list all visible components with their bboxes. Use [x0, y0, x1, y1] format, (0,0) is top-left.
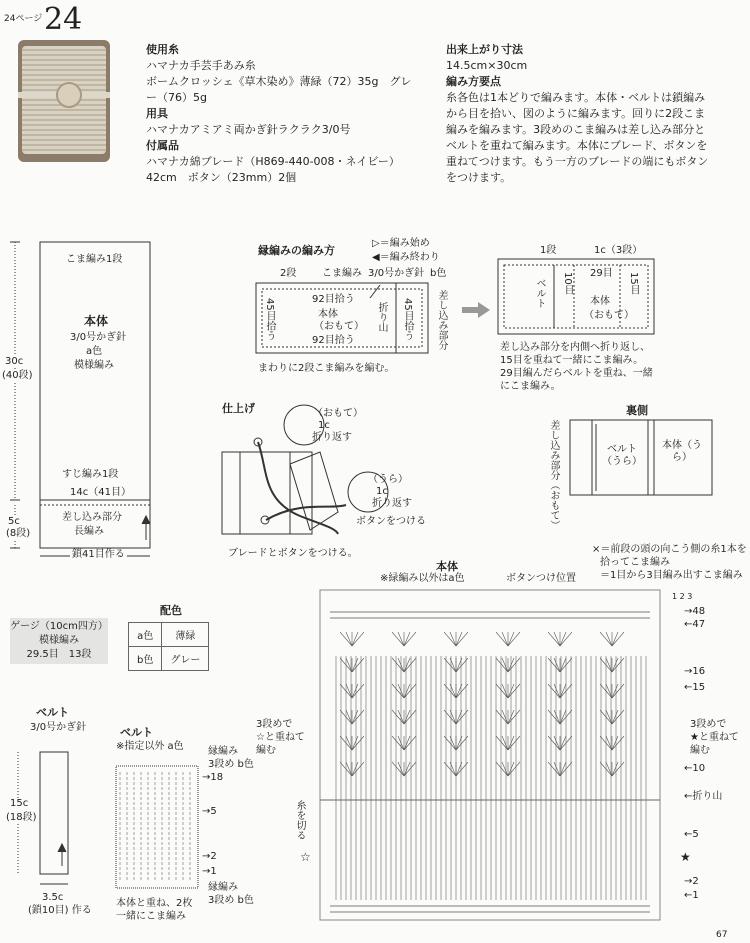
fan-stitch — [612, 658, 618, 672]
edge-fold: 折り山 — [376, 302, 387, 332]
belt-title: ベルト — [36, 706, 69, 719]
edge-sc: こま編み — [322, 268, 362, 279]
fan-stitch — [352, 632, 358, 646]
fan-stitch — [352, 632, 364, 646]
bottom-rows: (8段) — [6, 528, 31, 539]
edge-hook: 3/0号かぎ針 — [368, 268, 425, 279]
yarn-line-2: ボームクロッシェ《草木染め》薄緑（72）35g グレ — [146, 75, 412, 88]
fan-stitch — [352, 762, 364, 776]
fan-stitch — [352, 684, 358, 698]
star-icon: ★ — [680, 850, 691, 864]
belt-r18: →18 — [202, 772, 224, 783]
finish-button: ボタンをつける — [356, 516, 426, 527]
chart-r15-num: 15 — [692, 682, 706, 693]
finish-omote: （おもて） — [313, 408, 363, 419]
finish-1c: 1c — [318, 420, 330, 431]
back-belt: ベルト（うら） — [602, 444, 642, 467]
page-label: 24ページ — [4, 14, 43, 24]
color-row — [129, 647, 209, 671]
fan-stitch — [612, 632, 624, 646]
belt-r5-num: 5 — [210, 806, 217, 817]
fan-stitch — [352, 736, 358, 750]
chart-legend-1a: ×＝前段の頭の向こう側の糸1本を — [592, 544, 747, 555]
fan-stitch — [444, 632, 456, 646]
insert-stitch: 長編み — [74, 526, 104, 537]
fan-stitch — [392, 710, 404, 724]
finish-ura: （うら） — [368, 474, 408, 485]
fan-stitch — [560, 632, 566, 646]
fan-stitch — [612, 710, 624, 724]
band-label: すじ編み1段 — [62, 469, 119, 480]
yarn-line-3: ー（76）5g — [146, 91, 207, 104]
edge-insert-side: 差し込み部分 — [436, 290, 447, 350]
back-title: 裏側 — [626, 404, 648, 417]
pattern-number: 24 — [44, 2, 83, 37]
fold-n29: 29目 — [590, 268, 613, 279]
chart-right-3: 編む — [690, 745, 710, 756]
chart-left-2: ☆と重ねて — [256, 732, 305, 743]
chart-fold: ←折り山 — [684, 791, 723, 802]
belt-edge-bottom: 縁編み — [208, 882, 238, 893]
chart-r5-num: 5 — [692, 829, 699, 840]
fan-stitch — [548, 710, 560, 724]
top-row-label: こま編み1段 — [66, 254, 123, 265]
edge-note: まわりに2段こま編みを編む。 — [258, 363, 395, 374]
fan-stitch — [612, 684, 618, 698]
belt-rows: (18段) — [6, 812, 37, 823]
chart-r15: ←15 — [684, 682, 706, 693]
fold-row1c: 1c（3段） — [594, 245, 643, 256]
extras-heading: 付属品 — [146, 139, 179, 152]
fan-stitch — [612, 710, 618, 724]
fan-stitch — [352, 736, 364, 750]
finish-title: 仕上げ — [222, 402, 255, 415]
edge-pick-top: 92目拾う — [312, 294, 355, 305]
fan-stitch — [612, 684, 624, 698]
chart-r1: ←1 — [684, 890, 699, 901]
finished-size: 14.5cm×30cm — [446, 59, 528, 72]
legend-end: ◀＝編み終わり — [372, 252, 440, 263]
fan-stitch — [548, 762, 560, 776]
tools-heading: 用具 — [146, 107, 168, 120]
yarn-heading: 使用糸 — [146, 43, 179, 56]
chart-left-3: 編む — [256, 745, 276, 756]
gauge-box — [10, 618, 108, 664]
edge-color: b色 — [430, 268, 447, 279]
fan-stitch — [502, 736, 508, 750]
insert-label: 差し込み部分 — [62, 512, 122, 523]
fold-row1: 1段 — [540, 245, 557, 256]
chart-fold-label: 折り山 — [692, 791, 723, 802]
fan-stitch — [352, 710, 364, 724]
belt-chart-note: ※指定以外 a色 — [116, 741, 184, 752]
fan-stitch — [508, 710, 520, 724]
fan-stitch — [392, 684, 404, 698]
fan-stitch — [600, 632, 612, 646]
gauge-line-3: 29.5目 13段 — [26, 649, 92, 660]
fan-stitch — [612, 762, 624, 776]
fan-stitch — [450, 632, 456, 646]
points-line-3: 編みを編みます。3段めのこま編みは差し込み部分と — [446, 123, 706, 136]
fan-stitch — [508, 658, 520, 672]
fold-note-3: 29目編んだらベルトを重ね、一緒 — [500, 368, 653, 379]
fan-stitch — [398, 632, 404, 646]
body-height: 30c — [5, 356, 24, 367]
chart-right-1: 3段めで — [690, 719, 727, 730]
chart-r5: ←5 — [684, 829, 699, 840]
chart-title: 本体 — [436, 560, 458, 573]
edge-row2: 2段 — [280, 268, 297, 279]
chart-r16-num: 16 — [692, 666, 706, 677]
edge-pick-left: 45目拾う — [264, 298, 275, 341]
belt-r18-num: 18 — [210, 772, 224, 783]
chart-r47: ←47 — [684, 619, 706, 630]
fan-stitch — [456, 632, 468, 646]
fan-stitch — [340, 632, 352, 646]
color-table — [128, 622, 209, 671]
back-body: 本体（うら） — [662, 440, 702, 463]
fan-stitch — [612, 658, 624, 672]
chart-cut — [294, 800, 305, 840]
body-hook: 3/0号かぎ針 — [70, 332, 127, 343]
belt-r2: →2 — [202, 851, 217, 862]
fan-stitch — [502, 632, 508, 646]
fan-stitch — [606, 632, 612, 646]
fan-stitch — [404, 632, 410, 646]
fold-note-1: 差し込み部分を内側へ折り返し、 — [500, 342, 650, 353]
legend-start: ▷＝編み始め — [372, 238, 430, 249]
fan-stitch — [554, 684, 560, 698]
belt-bottom-1: 本体と重ね、2枚 — [116, 898, 193, 909]
finish-fold: 折り返す — [312, 432, 352, 443]
gauge-line-1: ゲージ（10cm四方） — [10, 621, 108, 632]
fan-stitch — [404, 684, 410, 698]
chart-cols: 1 2 3 — [672, 592, 693, 601]
fan-stitch — [508, 632, 520, 646]
points-line-1: 糸各色は1本どりで編みます。本体・ベルトは鎖編み — [446, 91, 706, 104]
belt-r1: →1 — [202, 866, 217, 877]
fan-stitch — [404, 762, 410, 776]
chart-button-pos: ボタンつけ位置 — [506, 573, 576, 584]
extras-line-2: 42cm ボタン（23mm）2個 — [146, 171, 297, 184]
fan-stitch — [508, 762, 520, 776]
fan-stitch — [392, 632, 404, 646]
chart-note: ※緑編み以外はa色 — [380, 573, 465, 584]
fan-stitch — [392, 736, 404, 750]
chart-r48: →48 — [684, 606, 706, 617]
body-title: 本体 — [84, 314, 109, 328]
colors-title: 配色 — [160, 604, 182, 617]
fan-stitch — [508, 632, 514, 646]
chart-right-2: ★と重ねて — [690, 732, 739, 743]
belt-chain: (鎖10目) 作る — [28, 905, 92, 916]
fan-stitch — [404, 710, 410, 724]
fan-stitch — [612, 762, 618, 776]
fan-stitch — [612, 736, 624, 750]
fan-stitch — [554, 658, 560, 672]
fan-stitch — [352, 658, 364, 672]
chart-r10-num: 10 — [692, 763, 706, 774]
chart-cut-2: 切る — [294, 820, 305, 840]
width-label: 14c（41目） — [70, 487, 131, 498]
gauge-line-2: 模様編み — [39, 635, 79, 646]
fold-note-4: にこま編み。 — [500, 381, 561, 392]
fan-stitch — [352, 710, 358, 724]
body-rows: (40段) — [2, 370, 33, 381]
chart-r16: →16 — [684, 666, 706, 677]
fan-stitch — [404, 658, 410, 672]
fan-stitch — [502, 710, 508, 724]
fan-stitch — [612, 632, 618, 646]
belt-edge-top: 縁編み — [208, 746, 238, 757]
fold-title: 本体 — [590, 296, 610, 307]
belt-hook: 3/0号かぎ針 — [30, 722, 87, 733]
points-line-2: から目を拾い、図のように編みます。回りに2段こま — [446, 107, 706, 120]
fan-stitch — [612, 736, 618, 750]
body-stitch: 模様編み — [74, 360, 114, 371]
fan-stitch — [404, 632, 416, 646]
fold-sub: （おもて） — [584, 310, 634, 321]
fan-stitch — [560, 632, 572, 646]
fan-stitch — [508, 684, 520, 698]
fold-n15: 15目 — [628, 272, 639, 295]
tools-line: ハマナカアミアミ両かぎ針ラクラク3/0号 — [146, 123, 351, 136]
belt-r5: →5 — [202, 806, 217, 817]
edge-center-title: 本体 — [318, 309, 338, 320]
fan-stitch — [548, 632, 560, 646]
fold-note-2: 15目を重ねて一緒にこま編み。 — [500, 355, 644, 366]
edge-pick-bottom: 92目拾う — [312, 335, 355, 346]
chart-r10: ←10 — [684, 763, 706, 774]
color-key: a色 — [129, 623, 162, 647]
belt-r1-num: 1 — [210, 866, 217, 877]
back-insert: 差し込み部分（おもて） — [548, 420, 559, 530]
fan-stitch — [554, 710, 560, 724]
fan-stitch — [548, 736, 560, 750]
belt-width: 3.5c — [42, 892, 64, 903]
color-row — [129, 623, 209, 647]
fan-stitch — [456, 632, 462, 646]
star-outline-icon: ☆ — [300, 850, 311, 864]
fan-stitch — [496, 632, 508, 646]
chart-r1-num: 1 — [692, 890, 699, 901]
color-val: グレー — [162, 647, 209, 671]
color-val: 薄緑 — [162, 623, 209, 647]
bottom-height: 5c — [8, 516, 20, 527]
chart-r47-num: 47 — [692, 619, 706, 630]
chart-legend-2: ＝1目から3目編み出すこま編み — [600, 570, 743, 581]
fan-stitch — [554, 632, 560, 646]
finish-fold-b: 折り返す — [372, 498, 412, 509]
belt-height: 15c — [10, 798, 29, 809]
fan-stitch — [346, 632, 352, 646]
fan-stitch — [404, 736, 410, 750]
chart-left-1: 3段めで — [256, 719, 293, 730]
belt-row3b-top: 3段め b色 — [208, 759, 254, 770]
finish-1c-b: 1c — [376, 486, 388, 497]
fold-n10: 10目 — [562, 272, 573, 295]
edge-center-sub: （おもて） — [314, 321, 364, 332]
fan-stitch — [502, 684, 508, 698]
fan-stitch — [352, 762, 358, 776]
belt-chart-title: ベルト — [120, 726, 153, 739]
fan-stitch — [554, 736, 560, 750]
color-key: b色 — [129, 647, 162, 671]
belt-bottom-2: 一緒にこま編み — [116, 911, 186, 922]
fan-stitch — [554, 762, 560, 776]
fan-stitch — [508, 736, 520, 750]
points-heading: 編み方要点 — [446, 75, 501, 88]
fan-stitch — [548, 658, 560, 672]
points-line-6: をつけます。 — [446, 171, 512, 184]
belt-row3b-bottom: 3段め b色 — [208, 895, 254, 906]
fan-stitch — [502, 762, 508, 776]
fan-stitch — [352, 658, 358, 672]
fan-stitch — [352, 684, 364, 698]
fan-stitch — [392, 658, 404, 672]
chain-label: 鎖41目作る — [72, 549, 125, 560]
finished-size-heading: 出来上がり寸法 — [446, 43, 523, 56]
yarn-line-1: ハマナカ手芸手あみ糸 — [146, 59, 256, 72]
fan-stitch — [502, 658, 508, 672]
extras-line-1: ハマナカ綿ブレード（H869-440-008・ネイビー） — [146, 155, 400, 168]
belt-r2-num: 2 — [210, 851, 217, 862]
chart-legend-1b: 拾ってこま編み — [600, 557, 670, 568]
chart-r2: →2 — [684, 876, 699, 887]
fold-belt: ベルト — [534, 278, 545, 308]
points-line-5: 重ねてつけます。もう一方のブレードの端にもボタン — [446, 155, 709, 168]
chart-r2-num: 2 — [692, 876, 699, 887]
points-line-4: ベルトを重ねて編みます。本体にブレード、ボタンを — [446, 139, 708, 152]
chart-cut-1: 糸を — [294, 800, 305, 820]
edge-title: 縁編みの編み方 — [258, 244, 335, 257]
edge-pick-right: 45目拾う — [402, 298, 413, 341]
finish-caption: ブレードとボタンをつける。 — [228, 548, 358, 559]
fan-stitch — [392, 762, 404, 776]
page-number: 67 — [716, 930, 728, 940]
fan-stitch — [548, 684, 560, 698]
chart-r48-num: 48 — [692, 606, 706, 617]
body-color: a色 — [86, 346, 103, 357]
